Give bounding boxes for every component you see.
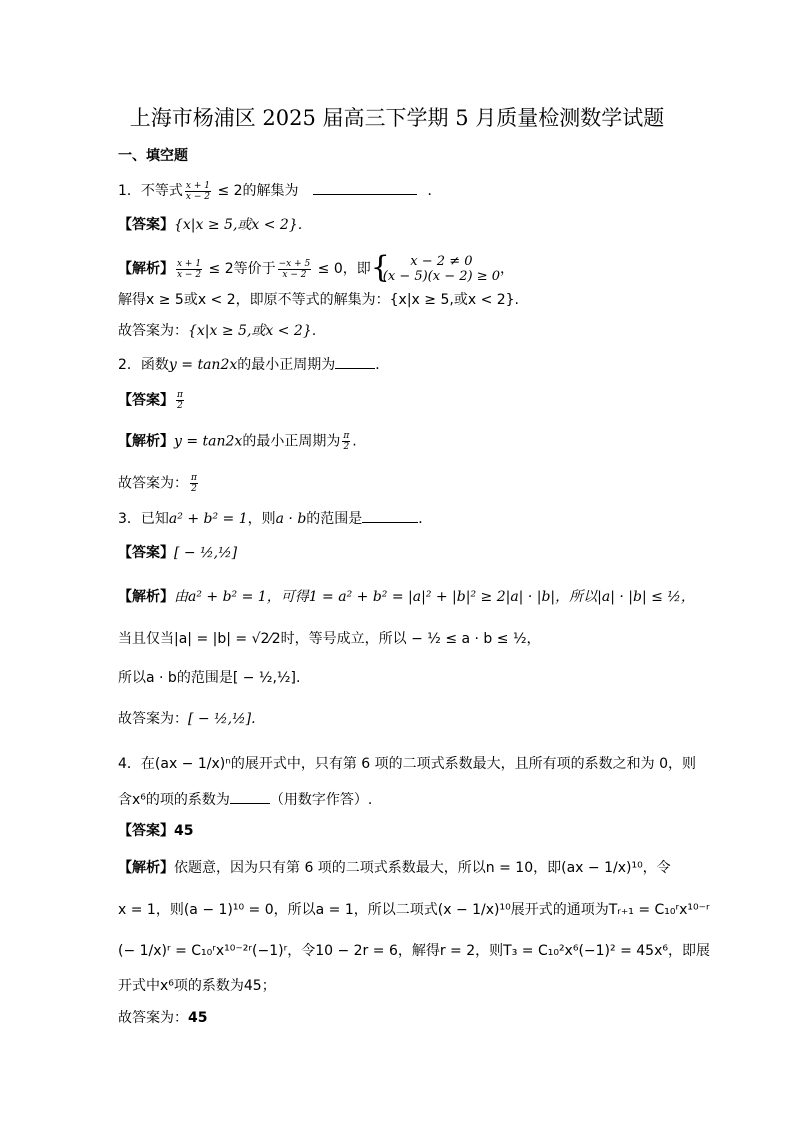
q4-analysis-line-4: 开式中x⁶项的系数为45； xyxy=(118,978,276,994)
q2-analysis-fraction xyxy=(342,431,350,452)
q1-mid: ≤ 2的解集为 xyxy=(213,183,299,199)
q4-final-line xyxy=(118,1008,207,1028)
q1-answer-line xyxy=(118,215,302,235)
section-heading: 一、填空题 xyxy=(118,148,188,164)
q3-final-line xyxy=(118,709,256,729)
q2-math: y = tan2x xyxy=(168,357,238,373)
question-3 xyxy=(118,508,432,529)
q3-end: ． xyxy=(418,511,433,527)
q3-math: a² + b² = 1 xyxy=(168,511,248,527)
q1-answer: {x|x ≥ 5,或x < 2}. xyxy=(174,217,303,233)
q2-answer-blank xyxy=(335,354,375,369)
q3-math-2: a · b xyxy=(275,511,307,527)
q3-final: [ − ½,½]. xyxy=(188,711,256,727)
so-answer-label: 故答案为： xyxy=(118,323,188,339)
q1-frac-den: x − 2 xyxy=(185,191,210,202)
q4-answer-line xyxy=(118,821,193,841)
q1-analysis-mid2: ≤ 0，即 xyxy=(313,261,371,277)
q1-system-row-1: x − 2 ≠ 0 xyxy=(410,254,473,269)
q2-analysis-num: π xyxy=(343,431,350,441)
q1-prefix: 1．不等式 xyxy=(118,183,183,199)
q4-answer: 45 xyxy=(174,823,194,839)
question-4-line-2 xyxy=(118,789,372,810)
q1-fraction xyxy=(185,181,211,202)
q1-analysis-fraction xyxy=(176,259,202,280)
q1-analysis-fraction-2 xyxy=(278,259,312,280)
q1-solve-line: 解得x ≥ 5或x < 2，即原不等式的解集为：{x|x ≥ 5,或x < 2}. xyxy=(118,292,520,308)
q4-analysis-line-2: x = 1，则(a − 1)¹⁰ = 0，所以a = 1，所以二项式(x − 1/x)¹⁰展开式的通项为Tᵣ₊₁ = C₁₀ʳx¹⁰⁻ʳ xyxy=(118,902,710,918)
question-2 xyxy=(118,354,389,375)
q2-answer-line xyxy=(118,390,186,411)
q1-analysis-frac-den: x − 2 xyxy=(177,269,202,280)
q1-end: ． xyxy=(427,183,442,199)
q4-analysis-1: 依题意，因为只有第 6 项的二项式系数最大，所以n = 10，即(ax − 1/x)¹⁰，令 xyxy=(174,860,671,876)
question-1 xyxy=(118,180,441,202)
q1-frac-num: x + 1 xyxy=(185,180,210,191)
q3-analysis-line-2: 当且仅当|a| = |b| = √2⁄2时，等号成立，所以 − ½ ≤ a · b ≤ ½， xyxy=(118,631,541,647)
q3-suffix: 的范围是 xyxy=(306,511,363,527)
q2-final-den: 2 xyxy=(191,484,197,494)
q1-system-row-2: (x − 5)(x − 2) ≥ 0 xyxy=(382,269,501,284)
q3-answer-blank xyxy=(362,508,418,523)
q4-line2-suffix: （用数字作答）. xyxy=(269,792,373,808)
q1-analysis-frac2-den: x − 2 xyxy=(282,269,307,280)
q2-analysis-line xyxy=(118,431,357,452)
q1-analysis-frac-num: x + 1 xyxy=(177,258,202,269)
q2-analysis-end: . xyxy=(352,433,357,450)
so-answer-label: 故答案为： xyxy=(118,475,188,492)
q4-line2-prefix: 含x⁶的项的系数为 xyxy=(118,792,230,808)
q3-answer-line xyxy=(118,543,237,563)
q3-analysis-1: 由a² + b² = 1，可得1 = a² + b² = |a|² + |b|² ≥ 2|a| · |b|，所以|a| · |b| ≤ ½， xyxy=(174,589,695,605)
analysis-label: 【解析】 xyxy=(118,860,174,876)
q4-final: 45 xyxy=(188,1010,208,1026)
q2-final-num: π xyxy=(191,473,197,483)
q2-analysis-math: y = tan2x xyxy=(174,433,243,450)
q1-final-line xyxy=(118,321,316,341)
so-answer-label: 故答案为： xyxy=(118,1010,188,1026)
q3-mid: ，则 xyxy=(247,511,276,527)
q1-answer-blank xyxy=(313,180,417,195)
q1-system xyxy=(370,250,501,285)
q3-answer: [ − ½,½] xyxy=(174,545,238,561)
analysis-label: 【解析】 xyxy=(118,433,174,450)
q2-answer-num: π xyxy=(177,390,183,400)
q2-answer-den: 2 xyxy=(177,401,183,411)
question-4-line-1: 4．在(ax − 1/x)ⁿ的展开式中，只有第 6 项的二项式系数最大，且所有项的系数之和为 0，则 xyxy=(118,756,696,772)
q2-analysis-text: 的最小正周期为 xyxy=(242,433,341,450)
page-title: 上海市杨浦区 2025 届高三下学期 5 月质量检测数学试题 xyxy=(129,106,665,130)
q2-final-line xyxy=(118,473,200,494)
q3-analysis-line-1 xyxy=(118,587,695,607)
q2-end: ． xyxy=(375,357,390,373)
q1-final: {x|x ≥ 5,或x < 2}. xyxy=(188,323,317,339)
q3-analysis-line-3: 所以a · b的范围是[ − ½,½]. xyxy=(118,670,301,686)
so-answer-label: 故答案为： xyxy=(118,711,188,727)
answer-label: 【答案】 xyxy=(118,545,174,561)
q2-analysis-den: 2 xyxy=(343,442,350,452)
q4-analysis-line-3: (− 1/x)ʳ = C₁₀ʳx¹⁰⁻²ʳ(−1)ʳ，令10 − 2r = 6，解得r = 2，则T₃ = C₁₀²x⁶(−1)² = 45x⁶，即展 xyxy=(118,943,710,959)
q4-answer-blank xyxy=(230,789,270,804)
q4-analysis-line-1 xyxy=(118,858,671,878)
answer-label: 【答案】 xyxy=(118,823,174,839)
q2-answer-fraction xyxy=(176,390,184,411)
q2-final-fraction xyxy=(190,473,198,494)
left-brace-icon: { xyxy=(370,250,390,285)
q1-analysis-line xyxy=(118,250,515,285)
q3-prefix: 3．已知 xyxy=(118,511,169,527)
q2-prefix: 2．函数 xyxy=(118,357,169,373)
q1-analysis-mid: ≤ 2等价于 xyxy=(204,261,276,277)
q2-suffix: 的最小正周期为 xyxy=(237,357,336,373)
analysis-label: 【解析】 xyxy=(118,589,174,605)
answer-label: 【答案】 xyxy=(118,217,174,233)
answer-label: 【答案】 xyxy=(118,392,174,409)
q1-analysis-end: ， xyxy=(500,261,515,277)
q1-analysis-frac2-num: −x + 5 xyxy=(278,258,311,269)
analysis-label: 【解析】 xyxy=(118,261,174,277)
